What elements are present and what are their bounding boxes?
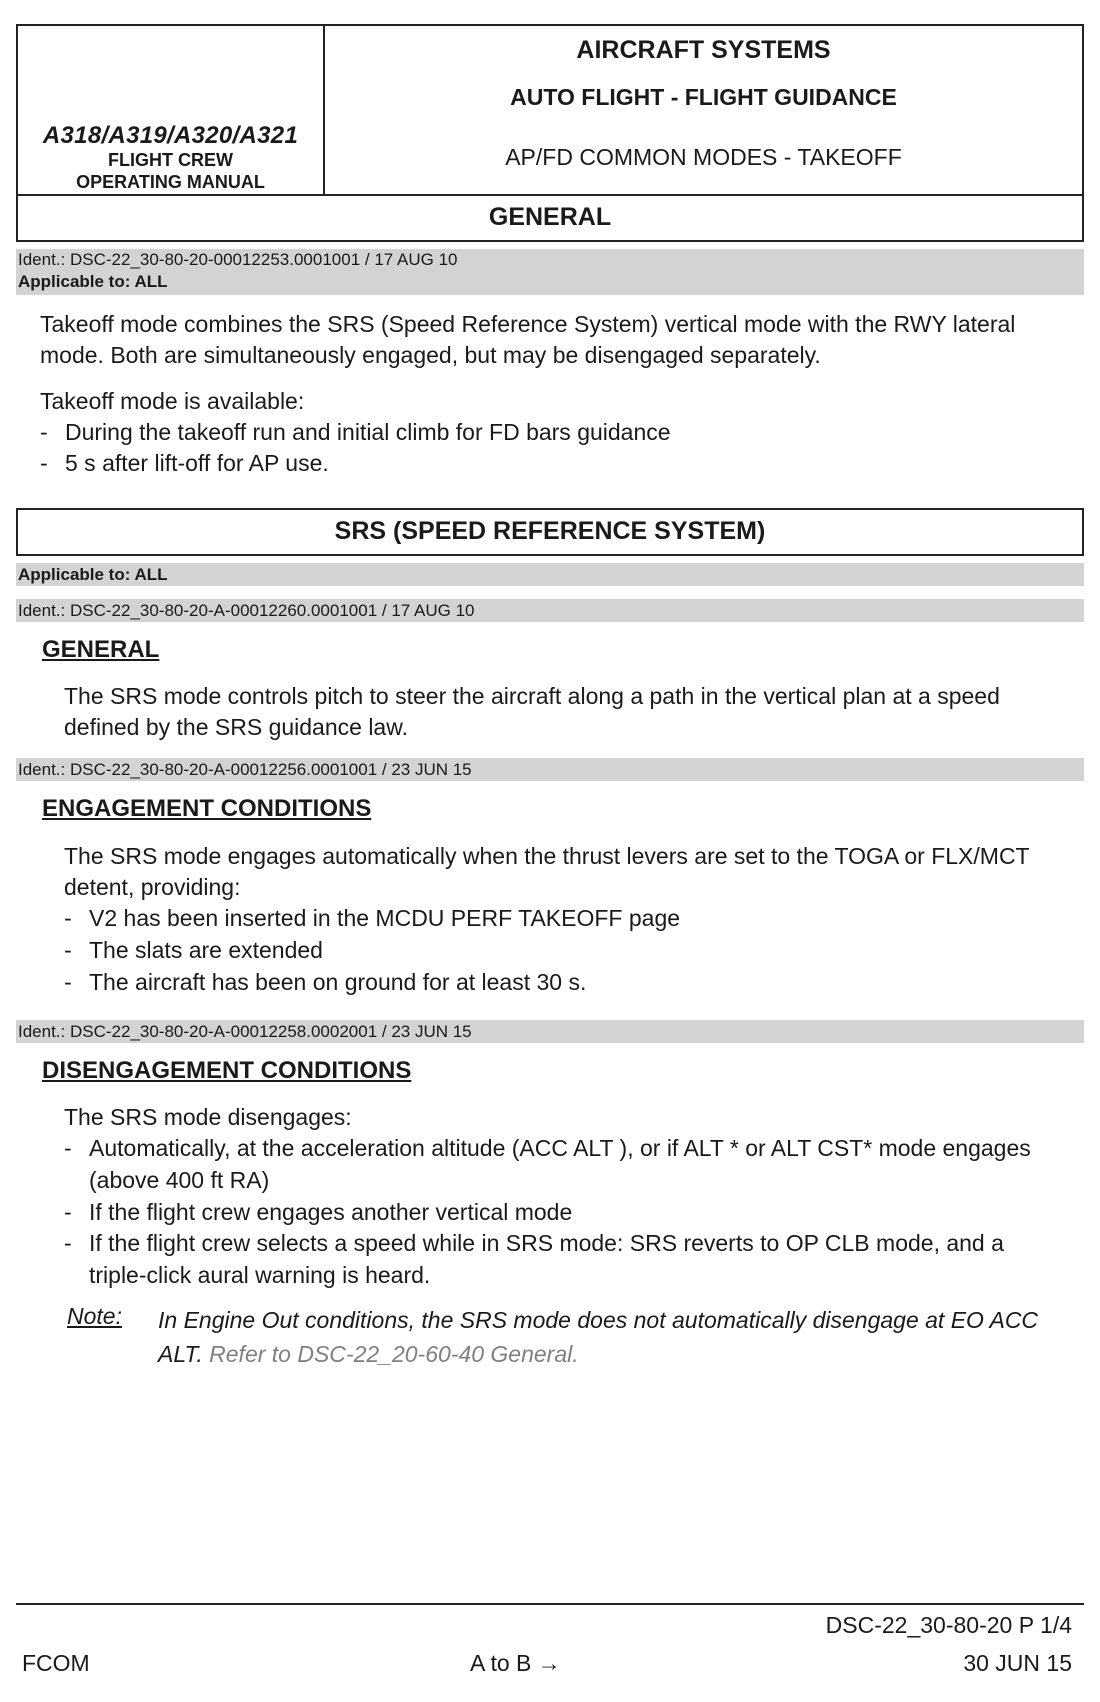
section-title-general: GENERAL: [16, 194, 1084, 242]
list-item: [64, 965, 1014, 999]
list-item: [40, 415, 940, 449]
header-manual-box: [18, 26, 325, 194]
list-item-text: (above 400 ft RA): [89, 1167, 270, 1193]
bullet-dash: -: [64, 937, 72, 963]
applicable-bar-srs: [16, 563, 1084, 586]
subheading-general: GENERAL: [42, 636, 160, 663]
list-item-text: If the flight crew engages another vertical mode: [89, 1199, 573, 1225]
ident-bar-srs-general: [16, 599, 1084, 622]
list-item-text: Automatically, at the acceleration altitude (ACC ALT ), or if ALT * or ALT CST* mode engages: [89, 1135, 1031, 1161]
bullet-dash: -: [64, 1135, 72, 1161]
manual-title-line1: FLIGHT CREW: [108, 150, 233, 170]
ident-text: Ident.: DSC-22_30-80-20-A-00012256.0001001 / 23 JUN 15: [18, 760, 472, 779]
ident-text: Ident.: DSC-22_30-80-20-A-00012260.0001001 / 17 AUG 10: [18, 601, 475, 620]
list-item: [64, 1226, 1064, 1294]
list-item-text: The aircraft has been on ground for at least 30 s.: [89, 969, 587, 995]
note-line: [158, 1337, 1058, 1371]
list-item-text: If the flight crew selects a speed while in SRS mode: SRS reverts to OP CLB mode, and a: [89, 1230, 1004, 1256]
subsection-title: AP/FD COMMON MODES - TAKEOFF: [505, 144, 902, 170]
bullet-dash: -: [40, 450, 48, 476]
header-title-box: [325, 26, 1082, 194]
paragraph-line: mode. Both are simultaneously engaged, but may be disengaged separately.: [40, 342, 821, 368]
ident-bar-srs-engagement: [16, 758, 1084, 781]
list-item: [64, 901, 1014, 935]
bullet-dash: -: [64, 969, 72, 995]
subheading-disengagement-conditions: DISENGAGEMENT CONDITIONS: [42, 1057, 412, 1084]
bullet-dash: -: [64, 905, 72, 931]
note-text: [158, 1303, 1058, 1371]
note-text-fragment: ALT.: [158, 1341, 203, 1367]
list-item: [40, 446, 940, 480]
section-title-srs: SRS (SPEED REFERENCE SYSTEM): [16, 508, 1084, 556]
bullet-dash: -: [64, 1230, 72, 1256]
ident-text: Ident.: DSC-22_30-80-20-A-00012258.0002001 / 23 JUN 15: [18, 1022, 472, 1041]
applicable-text: Applicable to: ALL: [18, 272, 168, 291]
footer-page-reference: DSC-22_30-80-20 P 1/4: [825, 1612, 1072, 1638]
paragraph-line: defined by the SRS guidance law.: [64, 714, 408, 740]
note-label: Note:: [67, 1303, 122, 1329]
list-item-text: During the takeoff run and initial climb for FD bars guidance: [65, 419, 671, 445]
bullet-dash: -: [64, 1199, 72, 1225]
cross-reference-link[interactable]: Refer to DSC-22_20-60-40 General.: [209, 1341, 579, 1367]
list-item-text: 5 s after lift-off for AP use.: [65, 450, 329, 476]
subheading-engagement-conditions: ENGAGEMENT CONDITIONS: [42, 795, 372, 822]
paragraph-line: Takeoff mode combines the SRS (Speed Reference System) vertical mode with the RWY lateral: [40, 311, 1016, 337]
list-item: [64, 933, 1014, 967]
ident-bar-srs-disengagement: [16, 1020, 1084, 1043]
paragraph-line: detent, providing:: [64, 874, 241, 900]
document-header: [16, 24, 1084, 196]
section-title: AUTO FLIGHT - FLIGHT GUIDANCE: [510, 84, 897, 110]
note-line: In Engine Out conditions, the SRS mode does not automatically disengage at EO ACC: [158, 1307, 1039, 1333]
list-item: [64, 1131, 1064, 1199]
footer-divider: [16, 1603, 1084, 1605]
paragraph-line: The SRS mode controls pitch to steer the aircraft along a path in the vertical plan at a speed: [64, 683, 1000, 709]
ident-bar-general: [16, 249, 1084, 295]
list-item: [64, 1195, 1064, 1229]
ident-text: Ident.: DSC-22_30-80-20-00012253.0001001 / 17 AUG 10: [18, 250, 458, 269]
bullet-dash: -: [40, 419, 48, 445]
list-item-text: V2 has been inserted in the MCDU PERF TAKEOFF page: [89, 905, 681, 931]
paragraph-line: The SRS mode engages automatically when the thrust levers are set to the TOGA or FLX/MCT: [64, 843, 1030, 869]
applicable-text: Applicable to: ALL: [18, 565, 168, 584]
list-item-text: The slats are extended: [89, 937, 323, 963]
footer-date: 30 JUN 15: [963, 1650, 1072, 1676]
paragraph-line: The SRS mode disengages:: [64, 1104, 352, 1130]
chapter-title: AIRCRAFT SYSTEMS: [576, 36, 831, 64]
manual-title-line2: OPERATING MANUAL: [76, 172, 265, 192]
aircraft-models: A318/A319/A320/A321: [42, 122, 299, 149]
footer-left-label: FCOM: [22, 1650, 90, 1676]
list-item-text: triple-click aural warning is heard.: [89, 1262, 431, 1288]
paragraph-line: Takeoff mode is available:: [40, 388, 305, 414]
footer-center-label: A to B →: [470, 1650, 561, 1676]
